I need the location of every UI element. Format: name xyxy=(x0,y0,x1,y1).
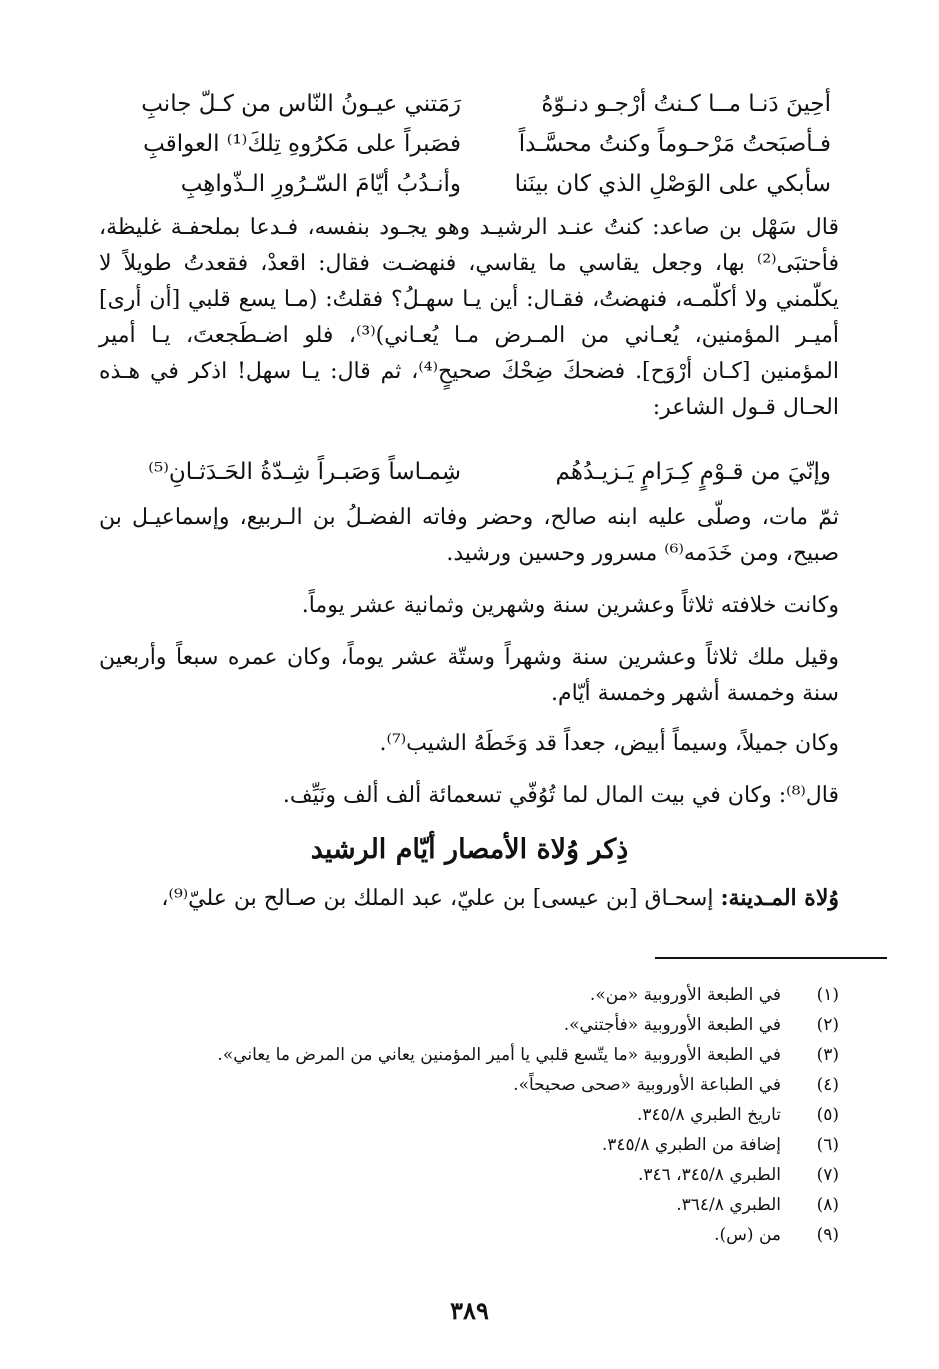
verse-first-hemistich: سأبكي على الوَصْلِ الذي كان بينَنا xyxy=(514,171,831,197)
footnote-text: في الطبعة الأوروبية «فأجتني». xyxy=(563,1015,781,1035)
paragraph-treasury: قال⁽⁸⁾: وكان في بيت المال لما تُوُفّي تسعمائة ألف ألف ونَيِّف. xyxy=(282,783,839,808)
footnote-number: (٧) xyxy=(816,1165,839,1185)
page-number: ٣٨٩ xyxy=(450,1296,489,1325)
footnote-text: في الطبعة الأوروبية «ما يتّسع قلبي يا أمير المؤمنين يعاني من المرض ما يعاني». xyxy=(217,1045,781,1065)
footnote xyxy=(79,1070,839,1100)
footnote-text: الطبري ٣٤٥/٨، ٣٤٦. xyxy=(637,1165,781,1185)
footnote xyxy=(79,1220,839,1250)
governors-text: إسحـاق [بن عيسى] بن عليّ، عبد الملك بن صـالح بن عليّ⁽⁹⁾، xyxy=(161,886,721,911)
footnote xyxy=(79,1130,839,1160)
poem-verses xyxy=(101,84,831,204)
paragraph-death: ثمّ مات، وصلّى عليه ابنه صالح، وحضر وفاته الفضـلُ بن الـربيع، وإسماعيـل بن صبيح، ومن خَدَمه⁽⁶⁾ مسرور وحسين ورشيد. xyxy=(99,505,839,566)
footnote-divider xyxy=(655,957,887,959)
footnote-text: إضافة من الطبري ٣٤٥/٨. xyxy=(601,1135,781,1155)
paragraph-governors xyxy=(99,880,839,917)
footnote-number: (٦) xyxy=(816,1135,839,1155)
verse-line xyxy=(101,124,831,164)
footnote xyxy=(79,1100,839,1130)
footnote xyxy=(79,1160,839,1190)
footnote-text: في الطباعة الأوروبية «صحى صحيحاً». xyxy=(513,1075,781,1095)
footnote-number: (٤) xyxy=(816,1075,839,1095)
verse-first-hemistich: أحِينَ دَنـا مــا كـنتُ أرْجـو دنـوّهُ xyxy=(541,91,831,117)
footnote-number: (٩) xyxy=(816,1225,839,1245)
section-heading: ذِكر وُلاة الأمصار أيّام الرشيد xyxy=(310,834,629,865)
footnote-number: (٢) xyxy=(816,1015,839,1035)
paragraph-caliphate-length: وكانت خلافته ثلاثاً وعشرين سنة وشهرين وثمانية عشر يوماً. xyxy=(301,593,839,618)
verse-second-hemistich: رَمَتني عيـونُ النّاس من كـلّ جانبِ xyxy=(141,91,461,117)
footnote-text: الطبري ٣٦٤/٨. xyxy=(676,1195,781,1215)
footnote-text: تاريخ الطبري ٣٤٥/٨. xyxy=(637,1105,781,1125)
verse-first-hemistich: وإنّيَ من قـوْمٍ كِـرَامٍ يَـزيـدُهُم xyxy=(555,459,831,485)
verse-second-hemistich: شِمـاساً وَصَبـراً شِـدّةُ الحَـدَثـانِ⁽⁵⁾ xyxy=(148,459,461,485)
footnote xyxy=(79,1010,839,1040)
verse-second-hemistich: فصَبراً على مَكرُوهِ تِلكَ⁽¹⁾ العواقبِ xyxy=(143,131,461,157)
verse-line xyxy=(101,452,831,492)
governors-label: وُلاة المـدينة: xyxy=(720,885,839,911)
footnote-text: في الطبعة الأوروبية «من». xyxy=(589,985,781,1005)
verse-first-hemistich: فـأصبَحتُ مَرْحـوماً وكنتُ محسَّـداً xyxy=(518,131,831,157)
footnote-number: (٥) xyxy=(816,1105,839,1125)
footnote-text: من (س). xyxy=(714,1225,781,1245)
verse-line xyxy=(101,84,831,124)
footnote xyxy=(79,980,839,1010)
verse-line xyxy=(101,164,831,204)
footnote-number: (١) xyxy=(816,985,839,1005)
footnote xyxy=(79,1190,839,1220)
footnote-number: (٨) xyxy=(816,1195,839,1215)
footnote xyxy=(79,1040,839,1070)
footnote-number: (٣) xyxy=(816,1045,839,1065)
paragraph-sahl-story: قال سَهْل بن صاعد: كنتُ عنـد الرشيـد وهو يجـود بنفسه، فـدعا بملحفـة غليظة، فأحتبَى⁽²⁾ بها، وجعل يقاسي ما يقاسي، فنهضـت فقال: اقعدْ، فقعدتُ طويلاً لا يكلّمني ولا أكلّمـه، فنهضتُ، فقـال: أين يـا سهـلُ؟ فقلتُ: (مـا يسع قلبي [أن أرى] أميـر المؤمنين، يُعـاني من المـرض مـا يُعـاني)⁽³⁾، فلو اضـطَجعتَ، يـا أمير المؤمنين [كـان أرْوَح]. فضحكَ ضِحْكَ صحيحٍ⁽⁴⁾، ثم قال: يـا سهل! اذكر في هـذه الحـال قـول الشاعر: xyxy=(99,215,839,420)
paragraph-reign-age: وقيل ملك ثلاثاً وعشرين سنة وشهراً وستّة عشر يوماً، وكان عمره سبعاً وأربعين سنة وخمسة أشهر وخمسة أيّام. xyxy=(99,645,839,706)
verse-second-hemistich: وأنـدُبُ أيّامَ السّـرُورِ الـذّواهِبِ xyxy=(180,171,461,197)
paragraph-description: وكان جميلاً، وسيماً أبيض، جعداً قد وَخَطَهُ الشيب⁽⁷⁾. xyxy=(379,731,839,756)
